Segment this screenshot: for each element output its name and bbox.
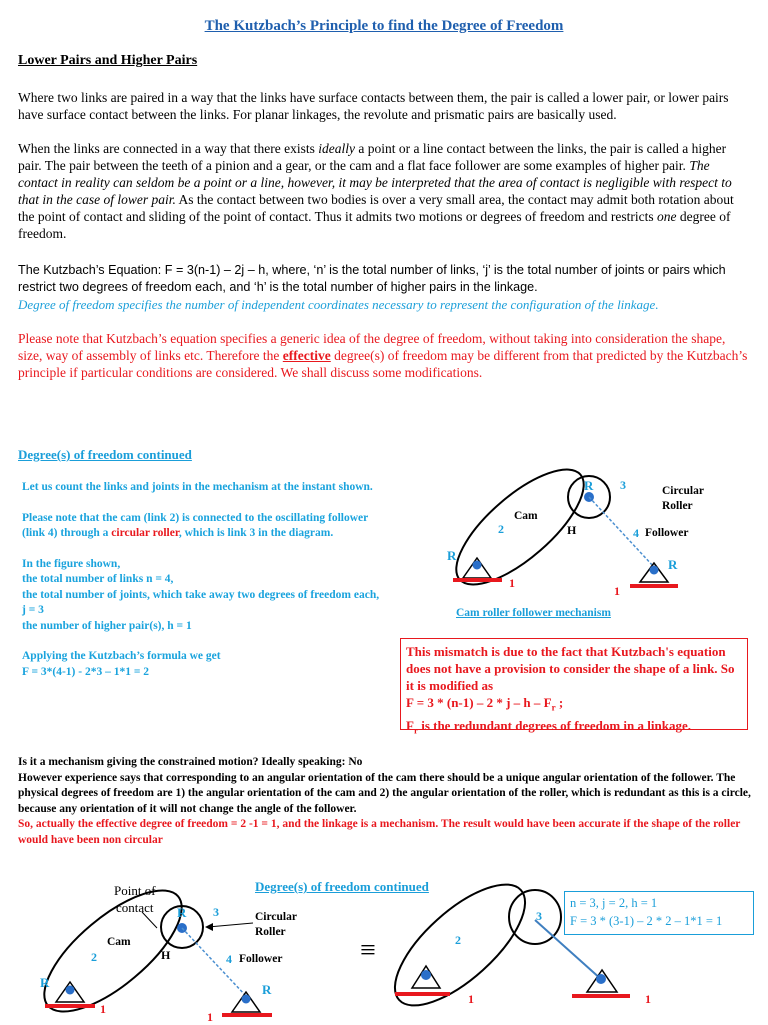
label-2: 2 [498, 522, 504, 536]
text: degree(s) of freedom may be different from that predicted by the Kutzbach’s principle if particular conditions are considered. We shall discuss some modifications. [18, 348, 748, 380]
text: is the redundant degrees of freedom in a linkage. [417, 717, 691, 733]
section-heading-pairs: Lower Pairs and Higher Pairs [18, 53, 198, 68]
label-4: 4 [633, 526, 639, 540]
text: Please note that Kutzbach’s equation specifies a generic idea of the degree of freedom, without taking into consideration the shape, size, way of assembly of links etc. Therefore the [18, 331, 726, 363]
paragraph-lower-pairs: Where two links are paired in a way that the links have surface contacts between them, the pair is called a lower pair, or lower pairs have surface contact between the links. For planar linkages, the revolute and prismatic pairs are basically used. [18, 90, 729, 122]
discussion-body: However experience says that corresponding to an angular orientation of the cam there should be a unique angular orientation of the follower. The physical degrees of freedom are 1) the angular orientation of the cam and 2) the angular orientation of the roller, which is redundant as this is a circle, because any orientation of it will not change the angle of the follower. [18, 771, 751, 815]
label-R-follower-2: R [262, 982, 272, 997]
label-ground-1e: 1 [468, 992, 474, 1006]
text: a point or a line contact between the links, the pair is called a higher pair. The pair between the teeth of a pinion and a gear, or the cam and a flat face follower are some examples of higher pair. [18, 141, 727, 173]
discussion-conclusion: So, actually the effective degree of freedom = 2 -1 = 1, and the linkage is a mechanism. The result would have been accurate if the shape of the roller would have been non circular [18, 818, 741, 846]
label-ground-1f: 1 [645, 992, 651, 1006]
label-circular-roller [662, 484, 704, 514]
box-line-formula: F = 3 * (3-1) – 2 * 2 – 1*1 = 1 [570, 914, 723, 928]
figure-caption: Cam roller follower mechanism [456, 607, 611, 619]
text-roller: Roller [662, 500, 693, 512]
text-contact: contact [116, 900, 154, 915]
label-follower: Follower [645, 527, 689, 539]
label-ground-1b: 1 [614, 584, 620, 598]
text-circular-roller: circular roller [111, 527, 179, 539]
equivalent-formula-box [564, 891, 754, 935]
label-H-2: H [161, 948, 171, 962]
label-ground-1d: 1 [207, 1010, 213, 1024]
figure-cam-roller-follower-1 [439, 451, 678, 603]
label-R-follower: R [668, 557, 678, 572]
box-line-values: n = 3, j = 2, h = 1 [570, 896, 658, 910]
text-italic-note: The contact in reality can seldom be a point or a line, however, it may be interpreted that the area of contact is negligible with respect to that in the case of lower pair. [18, 158, 732, 207]
cam-pivot-2 [66, 986, 75, 995]
equivalence-symbol: ≡ [360, 935, 376, 966]
text: F = 3 * (n-1) – 2 * j – h – F [406, 695, 552, 710]
label-3: 3 [620, 478, 626, 492]
text-sub: r [413, 725, 418, 736]
label-cam: Cam [514, 510, 538, 522]
text-point-of: Point of [114, 883, 156, 898]
label-ground-1c: 1 [100, 1002, 106, 1016]
text: F [406, 717, 414, 733]
text-effective: effective [282, 348, 331, 363]
discussion-block [18, 755, 753, 848]
side-line-count: Let us count the links and joints in the mechanism at the instant shown. [22, 481, 373, 493]
section-heading-dof-2: Degree(s) of freedom continued [18, 447, 192, 462]
text-circular: Circular [662, 485, 704, 497]
side-line-formula: F = 3*(4-1) - 2*3 – 1*1 = 2 [22, 665, 150, 678]
arrow-roller [208, 923, 253, 927]
cam-pivot-3 [421, 970, 431, 980]
text-circular: Circular [255, 911, 297, 923]
label-3-3: 3 [536, 909, 542, 923]
follower-pivot [650, 566, 659, 575]
label-circular-roller-2 [255, 910, 297, 940]
label-R-roller: R [584, 478, 594, 493]
label-R-cam-2: R [40, 975, 50, 990]
follower-pivot-2 [242, 995, 251, 1004]
follower-pivot-3 [596, 974, 606, 984]
text: degree of freedom. [18, 209, 731, 241]
arrow-roller-head [205, 923, 213, 931]
side-line-figure: In the figure shown, [22, 557, 121, 570]
label-point-of-contact [114, 882, 156, 916]
side-line-links: the total number of links n = 4, [22, 573, 174, 585]
paragraph-kutzbach-equation: The Kutzbach’s Equation: F = 3(n-1) – 2j – h, where, ‘n’ is the total number of links, ‘j’ is the total number of joints or pairs which restrict two degrees of freedom each, and ‘h’ is the total number of higher pairs in the linkage. [18, 263, 726, 294]
text-one: one [656, 209, 677, 224]
text: ; [555, 695, 564, 710]
label-H: H [567, 523, 577, 537]
side-line-higher: the number of higher pair(s), h = 1 [22, 619, 192, 632]
section-heading-dof-3: Degree(s) of freedom continued [255, 879, 429, 894]
label-ground-1a: 1 [509, 576, 515, 590]
label-follower-2: Follower [239, 953, 283, 965]
side-line-joints: the total number of joints, which take away two degrees of freedom each, j = 3 [22, 588, 380, 616]
text-ideally: ideally [318, 141, 356, 156]
side-line-apply: Applying the Kutzbach’s formula we get [22, 650, 221, 662]
text: Please note that the cam (link 2) is connected to the oscillating follower (link 4) through a [22, 511, 369, 539]
page-title: The Kutzbach’s Principle to find the Degree of Freedom [204, 18, 564, 34]
mismatch-note-box [400, 638, 748, 736]
box-line-2 [406, 694, 742, 717]
label-cam-2: Cam [107, 936, 131, 948]
text-roller: Roller [255, 926, 286, 938]
label-4-2: 4 [226, 952, 232, 966]
label-2-2: 2 [91, 950, 97, 964]
box-line-1: This mismatch is due to the fact that Kutzbach's equation does not have a provision to consider the shape of a link. So it is modified as [406, 644, 735, 693]
text-sub: r [551, 702, 556, 713]
label-R-cam: R [447, 548, 457, 563]
label-3-2: 3 [213, 905, 219, 919]
label-R-roller-2: R [177, 905, 187, 920]
label-2-3: 2 [455, 933, 461, 947]
box-line-3 [406, 717, 742, 740]
discussion-question: Is it a mechanism giving the constrained motion? Ideally speaking: No [18, 756, 363, 768]
text: As the contact between two bodies is over a very small area, the contact may admit both rotation about the point of contact and sliding of the point of contact. Thus it admits two motions or degrees of freedom and restricts [18, 192, 734, 224]
text: When the links are connected in a way that there exists [18, 141, 319, 156]
dof-definition: Degree of freedom specifies the number of independent coordinates necessary to represent the configuration of the linkage. [18, 297, 659, 312]
text: , which is link 3 in the diagram. [178, 527, 334, 539]
follower-link-2 [182, 928, 246, 996]
cam-pivot [473, 561, 482, 570]
